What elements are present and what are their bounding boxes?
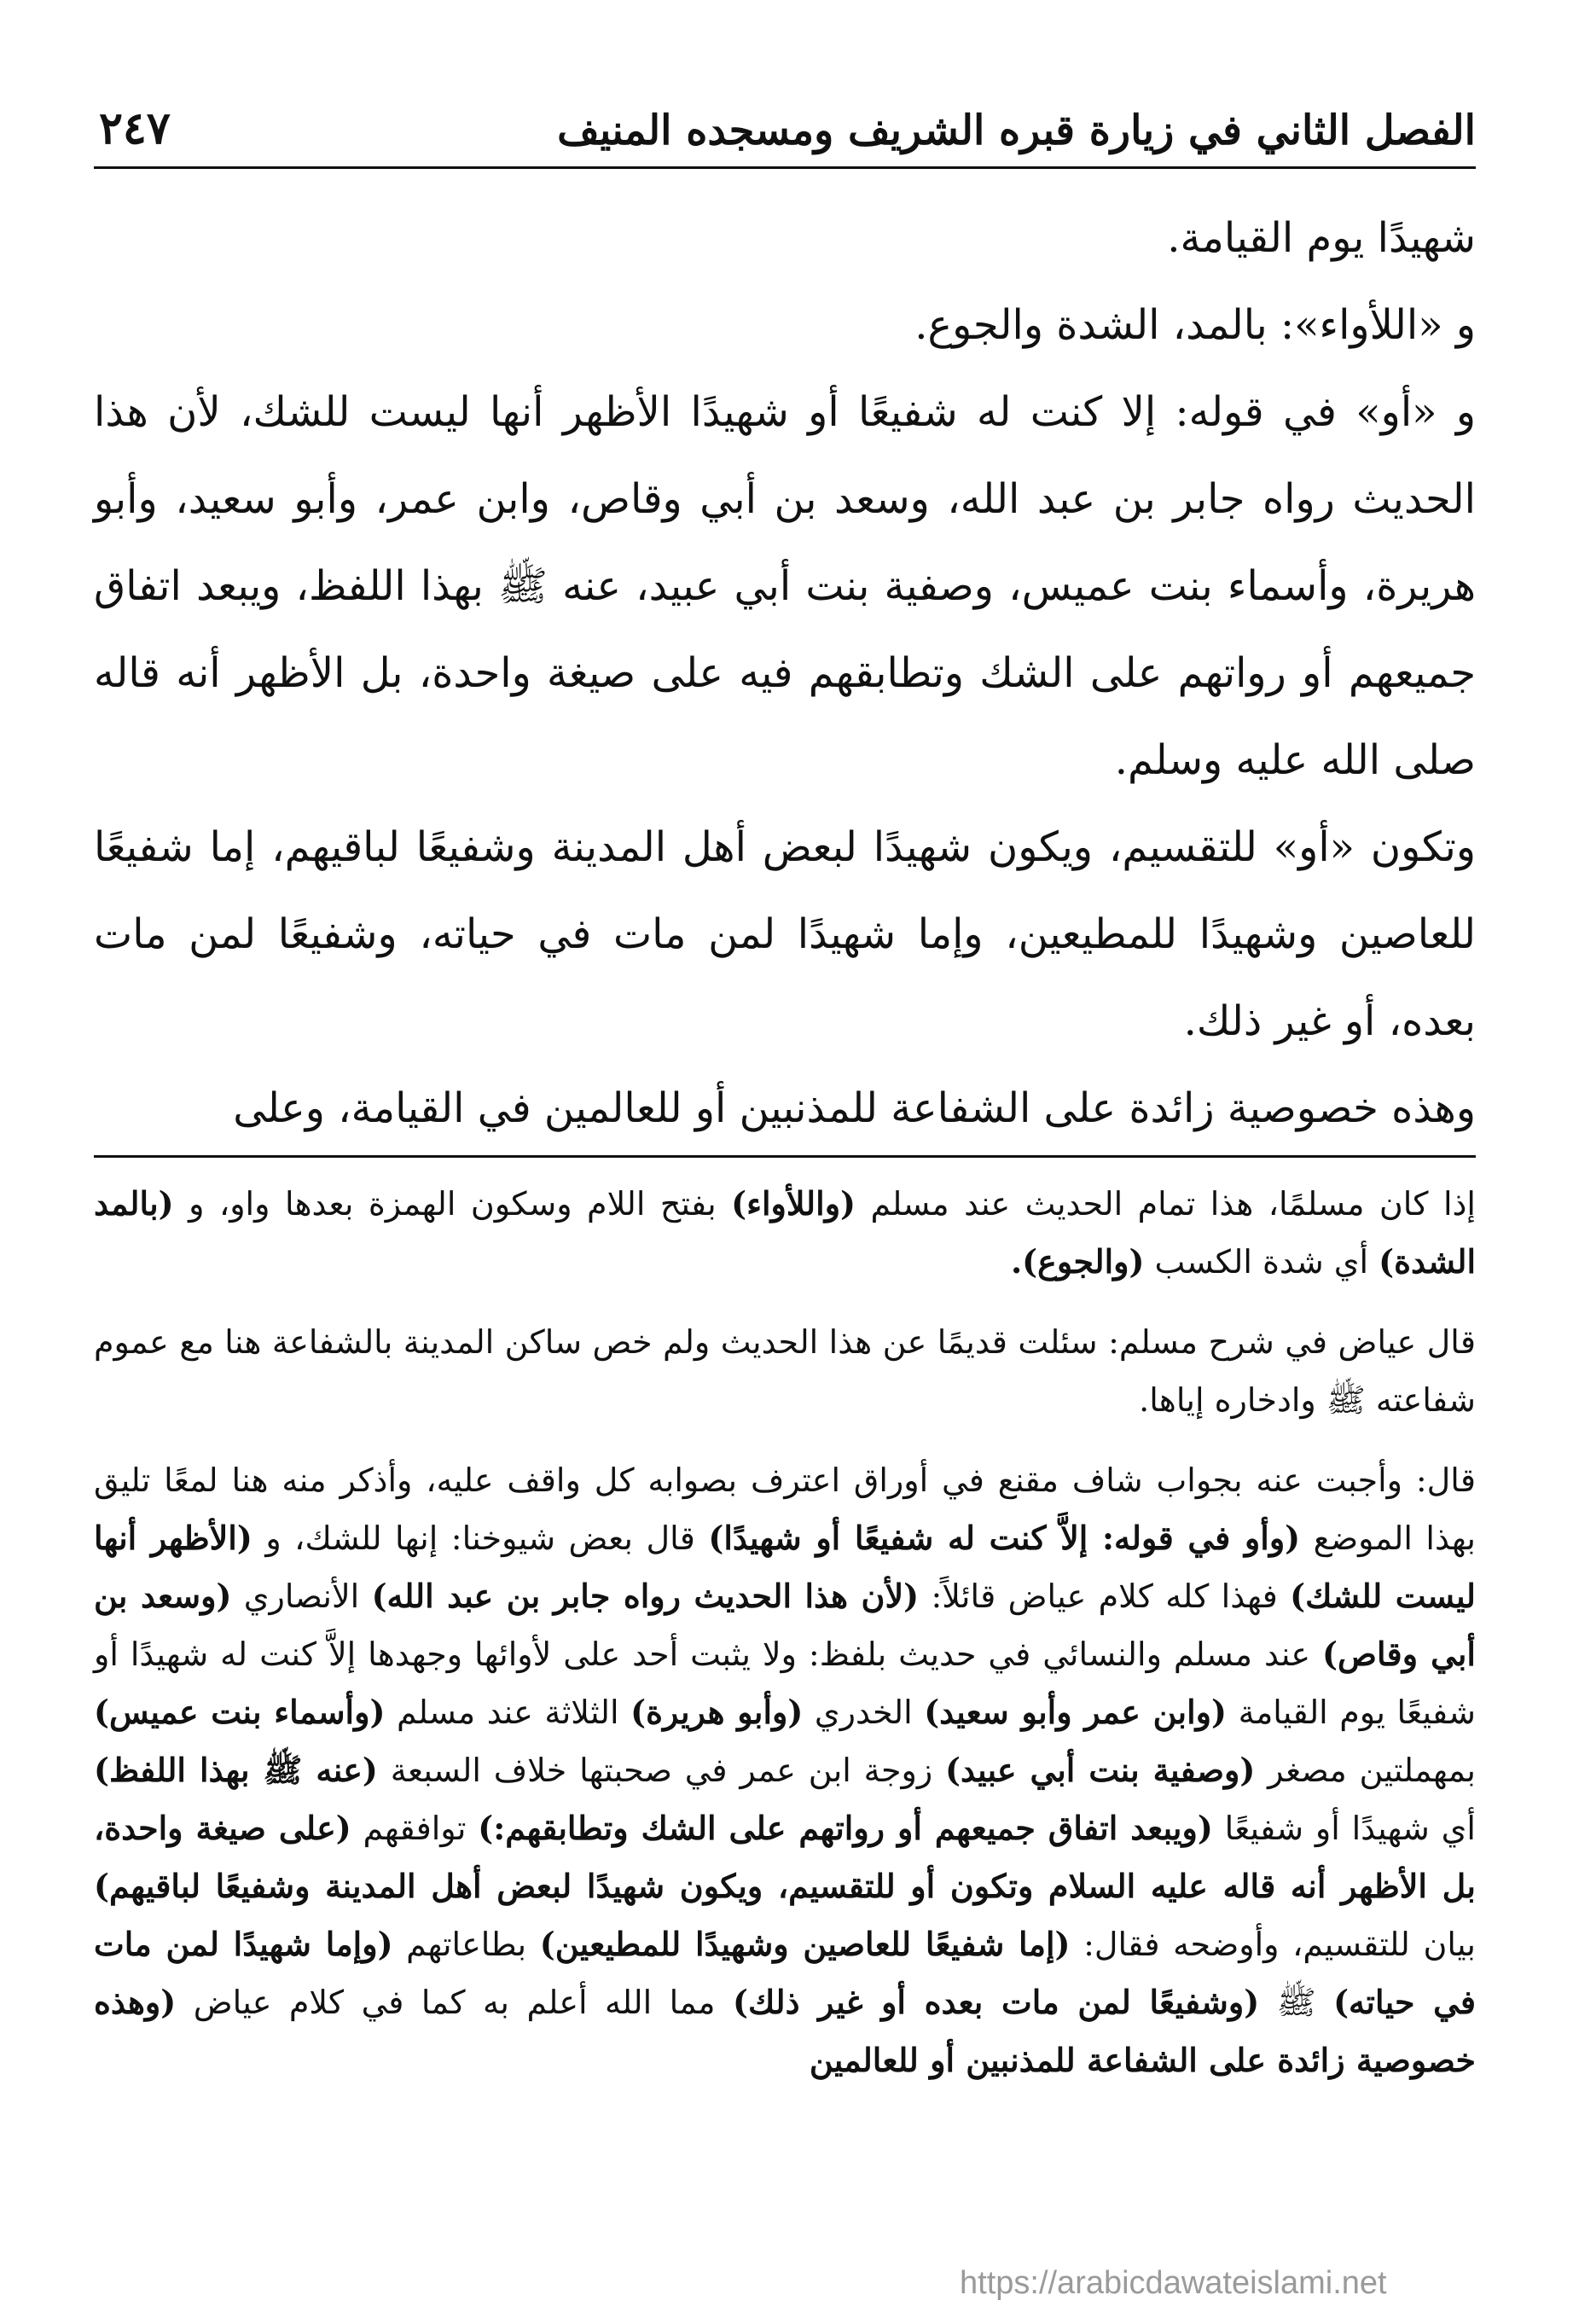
footnote-separator <box>94 1155 1476 1158</box>
running-header <box>94 102 1476 169</box>
paragraph-4: وتكون «أو» للتقسيم، ويكون شهيدًا لبعض أهل المدينة وشفيعًا لباقيهم، إما شفيعًا للعاصين وشهيدًا للمطيعين، وإما شهيدًا لمن مات في حياته، وشفيعًا لمن مات بعده، أو غير ذلك. <box>94 823 1476 1045</box>
note-1: إذا كان مسلمًا، هذا تمام الحديث عند مسلم (واللأواء) بفتح اللام وسكون الهمزة بعدها واو، و (بالمد الشدة) أي شدة الكسب (والجوع). <box>94 1184 1476 1281</box>
paragraph-2: و «اللأواء»: بالمد، الشدة والجوع. <box>914 301 1476 349</box>
paragraph-1: شهيدًا يوم القيامة. <box>1167 214 1476 262</box>
commentary-notes <box>94 1175 1476 2089</box>
page-number: ٢٤٧ <box>99 102 171 154</box>
note-2: قال عياض في شرح مسلم: سئلت قديمًا عن هذا الحديث ولم خص ساكن المدينة بالشفاعة هنا مع عموم شفاعته ﷺ وادخاره إياها. <box>94 1323 1476 1419</box>
note-3: قال: وأجبت عنه بجواب شاف مقنع في أوراق اعترف بصوابه كل واقف عليه، وأذكر منه هنا لمعًا تليق بهذا الموضع (وأو في قوله: إلاَّ كنت له شفيعًا أو شهيدًا) قال بعض شيوخنا: إنها للشك، و (الأظهر أنها ليست للشك) فهذا كله كلام عياض قائلاً: (لأن هذا الحديث رواه جابر بن عبد الله) الأنصاري (وسعد بن أبي وقاص) عند مسلم والنسائي في حديث بلفظ: ولا يثبت أحد على لأوائها وجهدها إلاَّ كنت له شهيدًا أو شفيعًا يوم القيامة (وابن عمر وأبو سعيد) الخدري (وأبو هريرة) الثلاثة عند مسلم (وأسماء بنت عميس) بمهملتين مصغر (وصفية بنت أبي عبيد) زوجة ابن عمر في صحبتها خلاف السبعة (عنه ﷺ بهذا اللفظ) أي شهيدًا أو شفيعًا (ويبعد اتفاق جميعهم أو رواتهم على الشك وتطابقهم:) توافقهم (على صيغة واحدة، بل الأظهر أنه قاله عليه السلام وتكون أو للتقسيم، ويكون شهيدًا لبعض أهل المدينة وشفيعًا لباقيهم) بيان للتقسيم، وأوضحه فقال: (إما شفيعًا للعاصين وشهيدًا للمطيعين) بطاعاتهم (وإما شهيدًا لمن مات في حياته) ﷺ (وشفيعًا لمن مات بعده أو غير ذلك) مما الله أعلم به كما في كلام عياض (وهذه خصوصية زائدة على الشفاعة للمذنبين أو للعالمين <box>94 1461 1477 2079</box>
watermark-url: https://arabicdawateislami.net <box>960 2265 1387 2301</box>
paragraph-3: و «أو» في قوله: إلا كنت له شفيعًا أو شهيدًا الأظهر أنها ليست للشك، لأن هذا الحديث رواه جابر بن عبد الله، وسعد بن أبي وقاص، وابن عمر، وأبو سعيد، وأبو هريرة، وأسماء بنت عميس، وصفية بنت أبي عبيد، عنه ﷺ بهذا اللفظ، ويبعد اتفاق جميعهم أو رواتهم على الشك وتطابقهم فيه على صيغة واحدة، بل الأظهر أنه قاله صلى الله عليه وسلم. <box>94 388 1477 784</box>
chapter-title: الفصل الثاني في زيارة قبره الشريف ومسجده المنيف <box>557 107 1476 154</box>
paragraph-5: وهذه خصوصية زائدة على الشفاعة للمذنبين أو للعالمين في القيامة، وعلى <box>233 1084 1476 1132</box>
page <box>94 102 1476 2089</box>
main-text <box>94 195 1476 1152</box>
